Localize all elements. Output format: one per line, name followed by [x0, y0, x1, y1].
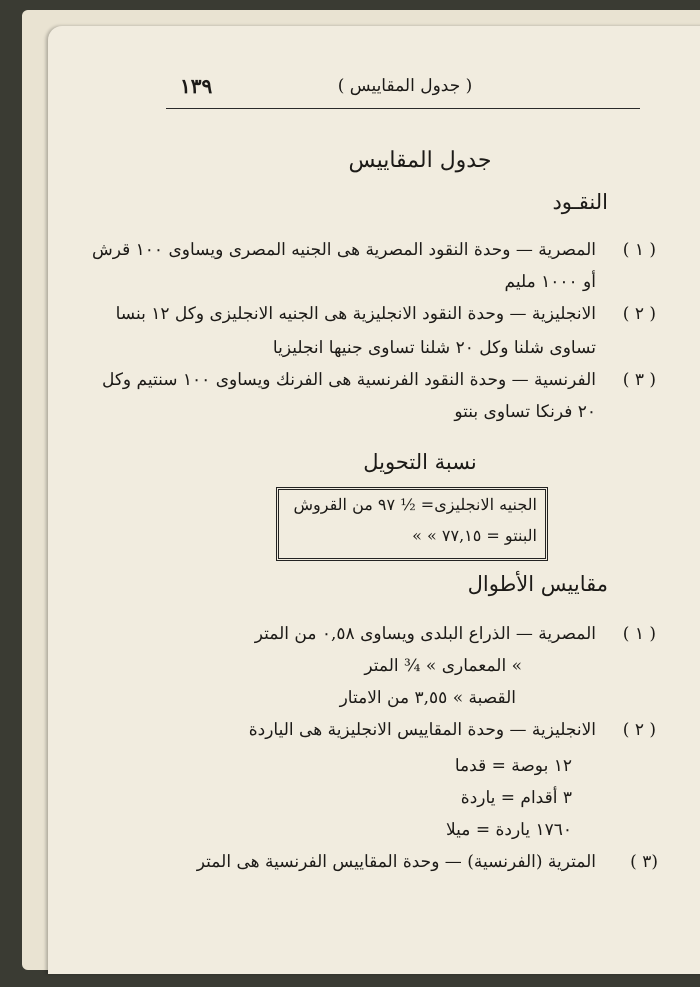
text-line: المصرية — الذراع البلدى ويساوى ٠,٥٨ من المتر [254, 624, 596, 644]
item-number: ( ٢ ) [622, 720, 656, 740]
section-heading-currency: النقـود [552, 190, 608, 214]
item-number: ( ٣ ) [622, 370, 656, 390]
header-rule [166, 108, 640, 109]
text-line: ١٢ بوصة = قدما [454, 756, 572, 776]
text-line: الفرنسية — وحدة النقود الفرنسية هى الفرنك ويساوى ١٠٠ سنتيم وكل [101, 370, 596, 390]
text-line: الانجليزية — وحدة المقاييس الانجليزية هى الياردة [248, 720, 596, 740]
item-number: ( ١ ) [622, 624, 656, 644]
text-line: ٣ أقدام = ياردة [460, 788, 572, 808]
item-number: ( ١ ) [622, 240, 656, 260]
text-line: القصبة » ٣,٥٥ من الامتار [339, 688, 516, 708]
page-title: جدول المقاييس [348, 148, 492, 173]
text-line: الانجليزية — وحدة النقود الانجليزية هى الجنيه الانجليزى وكل ١٢ بنسا [115, 304, 596, 324]
conversion-row: البنتو = ٧٧,١٥ » » [412, 526, 537, 545]
text-line: أو ١٠٠٠ مليم [504, 272, 596, 292]
conversion-row: الجنيه الانجليزى= ½ ٩٧ من القروش [293, 495, 537, 514]
conversion-table [276, 487, 548, 561]
item-number: ( ٢ ) [622, 304, 656, 324]
text-line: المترية (الفرنسية) — وحدة المقاييس الفرنسية هى المتر [196, 852, 596, 872]
text-line: تساوى شلنا وكل ٢٠ شلنا تساوى جنيها انجليزيا [272, 338, 596, 358]
text-line: المصرية — وحدة النقود المصرية هى الجنيه المصرى ويساوى ١٠٠ قرش [92, 240, 596, 260]
page-number: ١٣٩ [180, 74, 213, 98]
running-header-title: ( جدول المقاييس ) [337, 76, 473, 96]
text-line: » المعمارى » ¾ المتر [364, 656, 522, 676]
text-line: ١٧٦٠ ياردة = ميلا [446, 820, 572, 840]
item-number: (٣ ) [630, 852, 658, 872]
section-heading-lengths: مقاييس الأطوال [467, 572, 608, 596]
section-heading-conversion: نسبة التحويل [363, 450, 477, 474]
text-line: ٢٠ فرنكا تساوى بنتو [454, 402, 596, 422]
